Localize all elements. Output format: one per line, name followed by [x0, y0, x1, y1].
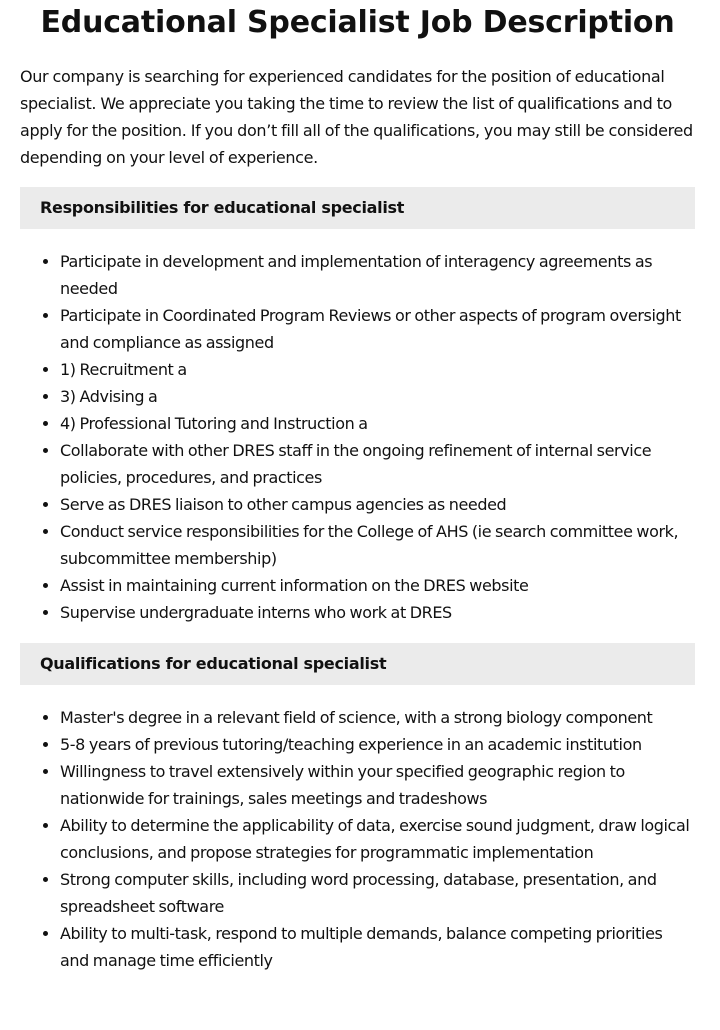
responsibilities-heading: Responsibilities for educational specialist [20, 187, 695, 229]
list-item: • Participate in Coordinated Program Reviews or other aspects of program oversight and compliance as assigned [60, 302, 695, 356]
list-item: • Ability to determine the applicability of data, exercise sound judgment, draw logical conclusions, and propose strategies for programmatic implementation [60, 812, 695, 866]
qualifications-heading: Qualifications for educational specialist [20, 643, 695, 685]
list-item: • Strong computer skills, including word processing, database, presentation, and spreadsheet software [60, 866, 695, 920]
list-item: • 1) Recruitment a [60, 356, 695, 383]
page-title: Educational Specialist Job Description [40, 5, 675, 40]
list-item: • 3) Advising a [60, 383, 695, 410]
list-item: • Serve as DRES liaison to other campus agencies as needed [60, 491, 695, 518]
list-item: • Ability to multi-task, respond to multiple demands, balance competing priorities and manage time efficiently [60, 920, 695, 974]
list-item: • Collaborate with other DRES staff in the ongoing refinement of internal service policies, procedures, and practices [60, 437, 695, 491]
job-description-page [20, 0, 695, 974]
list-item: • Participate in development and implementation of interagency agreements as needed [60, 248, 695, 302]
intro-paragraph: Our company is searching for experienced candidates for the position of educational specialist. We appreciate you taking the time to review the list of qualifications and to apply for the position. If you don’t fill all of the qualifications, you may still be considered depending on your level of experience. [20, 67, 693, 167]
list-item: • Supervise undergraduate interns who work at DRES [60, 599, 695, 626]
list-item: • Conduct service responsibilities for the College of AHS (ie search committee work, subcommittee membership) [60, 518, 695, 572]
list-item: • Assist in maintaining current information on the DRES website [60, 572, 695, 599]
list-item: • 5-8 years of previous tutoring/teaching experience in an academic institution [60, 731, 695, 758]
list-item: • Willingness to travel extensively within your specified geographic region to nationwide for trainings, sales meetings and tradeshows [60, 758, 695, 812]
responsibilities-list [20, 248, 695, 626]
qualifications-list [20, 704, 695, 974]
list-item: • 4) Professional Tutoring and Instruction a [60, 410, 695, 437]
list-item: • Master's degree in a relevant field of science, with a strong biology component [60, 704, 695, 731]
